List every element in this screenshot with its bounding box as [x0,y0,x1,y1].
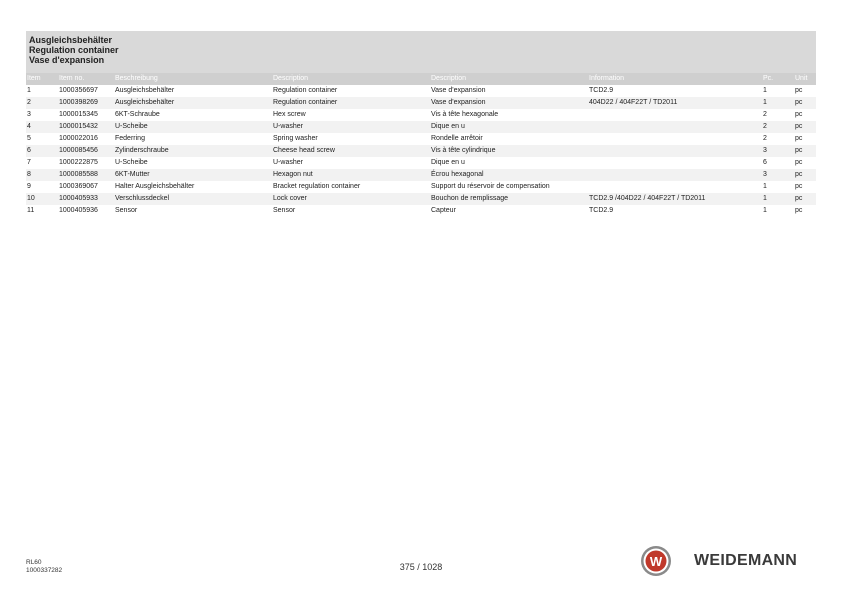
table-cell: pc [794,97,816,109]
table-cell: 1000085456 [58,145,114,157]
table-cell: 8 [26,169,58,181]
table-cell: 1000405933 [58,193,114,205]
brand-name: WEIDEMANN [694,552,798,569]
column-header-row [26,73,816,85]
table-row [26,193,816,205]
column-header: Beschreibung [114,73,272,85]
table-cell: pc [795,207,803,214]
title-german: Ausgleichsbehälter [29,35,113,45]
table-cell: pc [795,159,803,166]
table-cell: Regulation container [273,87,338,94]
table-cell: 5 [27,135,31,142]
table-cell [588,121,762,133]
table-cell: 6KT-Schraube [115,111,160,118]
table-cell [588,157,762,169]
table-row [26,181,816,193]
table-cell: 1000398269 [58,97,114,109]
table-cell: Lock cover [272,193,430,205]
weidemann-logo-icon [640,545,672,577]
page-number: 375 / 1028 [399,562,443,572]
table-cell: Dique en u [430,121,588,133]
table-row [26,133,816,145]
table-cell: Vis à tête hexagonale [431,111,499,118]
table-cell: Bracket regulation container [273,183,361,190]
table-cell: 4 [26,121,58,133]
table-cell: U-Scheibe [114,121,272,133]
table-cell [588,133,762,145]
table-cell: pc [794,145,816,157]
column-header: Item [26,73,58,85]
table-cell: Sensor [273,207,296,214]
column-header: Pc. [762,73,794,85]
table-cell [588,109,762,121]
table-cell: 1000222875 [59,159,98,166]
table-cell: 1 [763,183,767,190]
table-cell: pc [795,183,803,190]
table-row [26,85,816,97]
title-english: Regulation container [29,45,119,55]
table-cell: Sensor [115,207,138,214]
table-cell: Regulation container [272,97,430,109]
table-cell: 6 [26,145,58,157]
table-cell: Spring washer [273,135,318,142]
table-row [26,169,816,181]
table-cell: 3 [27,111,31,118]
table-cell: 1000405936 [59,207,98,214]
table-cell: TCD2.9 [589,207,614,214]
table-cell: TCD2.9 /404D22 / 404F22T / TD2011 [588,193,762,205]
table-cell: Écrou hexagonal [430,169,588,181]
table-row [26,109,816,121]
column-header: Unit [794,73,816,85]
table-cell: 6 [763,159,767,166]
table-cell: Hex screw [273,111,306,118]
table-cell: 2 [26,97,58,109]
table-cell: Capteur [431,207,456,214]
column-header: Item no. [58,73,114,85]
table-cell: TCD2.9 [589,87,614,94]
table-cell: 1 [762,193,794,205]
table-cell: U-washer [272,121,430,133]
column-header: Description [272,73,430,85]
table-cell: 1000356697 [59,87,98,94]
logo-letter: W [649,554,663,569]
table-cell: Verschlussdeckel [114,193,272,205]
table-cell [588,181,762,193]
table-cell: 2 [763,111,767,118]
table-cell: 1000022016 [59,135,98,142]
table-cell: pc [794,193,816,205]
table-cell [588,145,762,157]
column-header: Information [588,73,762,85]
table-cell: Cheese head screw [272,145,430,157]
table-cell: Ausgleichsbehälter [114,97,272,109]
table-cell: U-washer [273,159,303,166]
table-cell: pc [795,135,803,142]
table-cell: 1 [763,207,767,214]
table-row [26,145,816,157]
table-cell: 11 [27,207,35,214]
table-cell: 1000085588 [58,169,114,181]
table-cell: U-Scheibe [115,159,148,166]
title-french: Vase d'expansion [29,55,105,65]
table-cell: 9 [27,183,31,190]
table-cell: pc [794,169,816,181]
table-cell: Vase d'expansion [430,97,588,109]
table-cell: pc [795,111,803,118]
table-cell: Ausgleichsbehälter [115,87,175,94]
table-cell: 2 [763,135,767,142]
table-cell: Hexagon nut [272,169,430,181]
table-row [26,97,816,109]
table-cell: Vase d'expansion [431,87,486,94]
column-header: Description [430,73,588,85]
parts-table [26,73,816,217]
table-cell: Halter Ausgleichsbehälter [115,183,195,190]
table-cell: Bouchon de remplissage [430,193,588,205]
table-cell: 1 [27,87,31,94]
table-cell: 2 [762,121,794,133]
table-cell: pc [795,87,803,94]
table-row [26,157,816,169]
table-cell: 1 [762,97,794,109]
table-cell: 1000369067 [59,183,98,190]
table-cell: Dique en u [431,159,465,166]
table-cell: 10 [26,193,58,205]
table-cell: 1000015345 [59,111,98,118]
parts-table-body [26,85,816,217]
table-cell: 7 [27,159,31,166]
table-cell: Support du réservoir de compensation [431,183,550,190]
title-block [26,31,816,73]
table-cell: pc [794,121,816,133]
table-row [26,205,816,217]
table-cell [588,169,762,181]
model-label: RL60 [26,559,42,566]
document-number: 1000337282 [26,567,63,574]
table-row [26,121,816,133]
table-cell: 3 [762,169,794,181]
table-cell: Rondelle arrêtoir [431,135,483,142]
table-cell: 404D22 / 404F22T / TD2011 [588,97,762,109]
table-cell: 1 [763,87,767,94]
table-cell: Zylinderschraube [114,145,272,157]
table-cell: 3 [762,145,794,157]
table-cell: Vis à tête cylindrique [430,145,588,157]
table-cell: 6KT-Mutter [114,169,272,181]
table-cell: Federring [115,135,145,142]
table-cell: 1000015432 [58,121,114,133]
